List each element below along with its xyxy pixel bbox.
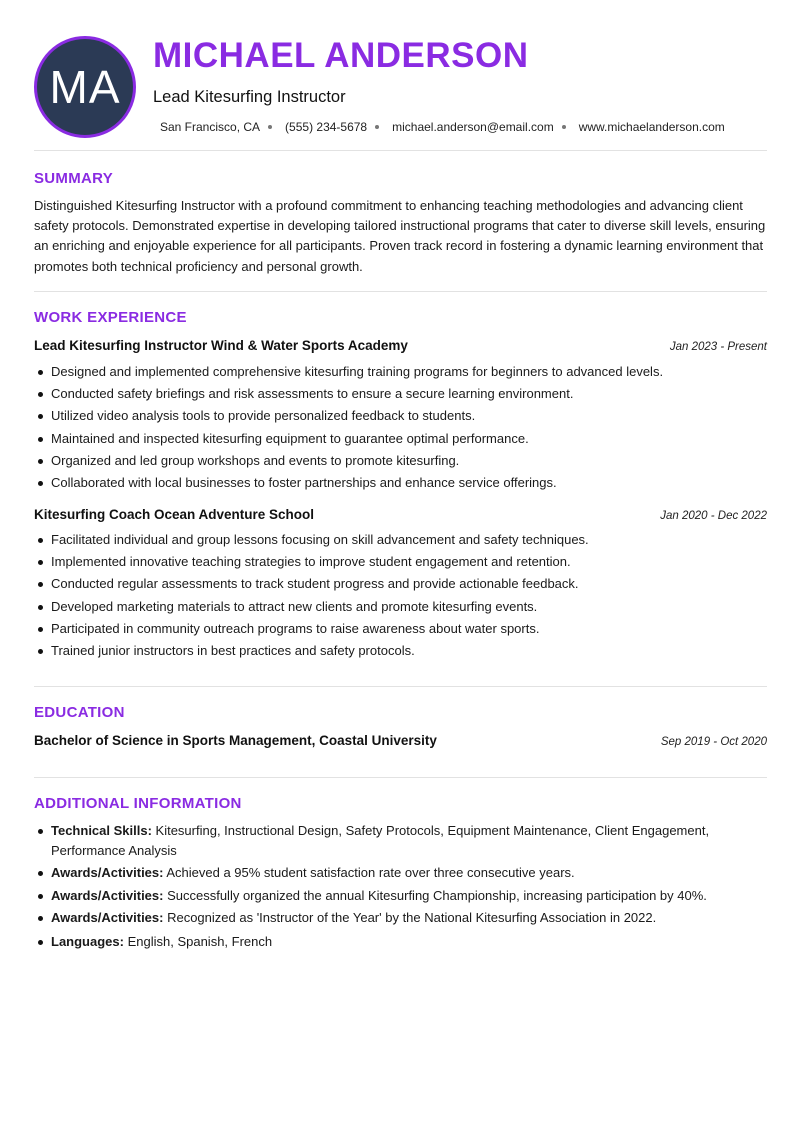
job-role: Kitesurfing Coach Ocean Adventure School: [34, 507, 315, 522]
item-label: Languages:: [51, 933, 124, 949]
divider: [34, 291, 767, 292]
list-item: Trained junior instructors in best practices and safety protocols.: [34, 640, 767, 662]
list-item: Implemented innovative teaching strategies to improve student engagement and retention.: [34, 551, 767, 573]
list-item: [34, 821, 767, 860]
summary-text: Distinguished Kitesurfing Instructor with a profound commitment to enhancing teaching methodologies and advancing client safety protocols. Demonstrated expertise in developing tailored instructional programs that cater to diverse skill levels, ensuring an enriching and enjoyable experience for all participants. Proven track record in fostering a dynamic learning environment that promotes both technical proficiency and personal growth.: [34, 198, 766, 274]
additional-list: [34, 821, 767, 954]
summary-heading: SUMMARY: [34, 170, 114, 187]
education-degree: Bachelor of Science in Sports Management, Coastal University: [34, 733, 437, 748]
list-item: Developed marketing materials to attract new clients and promote kitesurfing events.: [34, 596, 767, 618]
list-item: Collaborated with local businesses to foster partnerships and enhance service offerings.: [34, 472, 767, 494]
divider: [34, 777, 767, 778]
education-entry: [34, 733, 767, 748]
job-bullets: [34, 529, 767, 662]
additional-heading: ADDITIONAL INFORMATION: [34, 795, 242, 812]
item-label: Technical Skills:: [51, 823, 152, 838]
list-item: Utilized video analysis tools to provide personalized feedback to students.: [34, 405, 767, 427]
separator-dot: [268, 125, 272, 129]
job-date: Jan 2020 - Dec 2022: [660, 510, 767, 522]
list-item: [34, 886, 767, 906]
contact-bar: [160, 120, 725, 134]
list-item: Conducted regular assessments to track student progress and provide actionable feedback.: [34, 573, 767, 595]
item-label: Awards/Activities:: [51, 910, 164, 925]
job-bullets: [34, 361, 767, 494]
list-item: Conducted safety briefings and risk assessments to ensure a secure learning environment.: [34, 383, 767, 405]
separator-dot: [562, 125, 566, 129]
divider: [34, 150, 767, 151]
item-text: Recognized as 'Instructor of the Year' by the National Kitesurfing Association in 2022.: [163, 910, 657, 925]
list-item: [34, 932, 767, 952]
list-item: Facilitated individual and group lessons focusing on skill advancement and safety techniques.: [34, 529, 767, 551]
contact-location: San Francisco, CA: [160, 120, 261, 134]
education-date: Sep 2019 - Oct 2020: [660, 736, 767, 748]
item-text: Kitesurfing, Instructional Design, Safety Protocols, Equipment Maintenance, Client Engagement, Performance Analysis: [51, 823, 710, 858]
job-header: [34, 507, 767, 522]
education-heading: EDUCATION: [34, 704, 125, 721]
job-title: Lead Kitesurfing Instructor: [153, 88, 346, 106]
list-item: [34, 908, 767, 928]
item-label: Awards/Activities:: [51, 887, 164, 903]
avatar-initials: MA: [49, 61, 121, 113]
list-item: Maintained and inspected kitesurfing equipment to guarantee optimal performance.: [34, 428, 767, 450]
avatar: [34, 36, 136, 138]
job-date: Jan 2023 - Present: [669, 341, 767, 353]
contact-website[interactable]: www.michaelanderson.com: [578, 120, 725, 134]
job-header: [34, 338, 767, 353]
item-text: Achieved a 95% student satisfaction rate over three consecutive years.: [163, 865, 575, 880]
separator-dot: [375, 125, 379, 129]
list-item: Participated in community outreach programs to raise awareness about water sports.: [34, 618, 767, 640]
contact-phone: (555) 234-5678: [285, 120, 368, 134]
contact-email[interactable]: michael.anderson@email.com: [392, 120, 554, 134]
item-label: Awards/Activities:: [51, 865, 164, 880]
list-item: [34, 863, 767, 883]
list-item: Designed and implemented comprehensive kitesurfing training programs for beginners to advanced levels.: [34, 361, 767, 383]
item-text: English, Spanish, French: [123, 933, 273, 949]
item-text: Successfully organized the annual Kitesurfing Championship, increasing participation by 40%.: [163, 887, 707, 903]
list-item: Organized and led group workshops and events to promote kitesurfing.: [34, 450, 767, 472]
candidate-name: MICHAEL ANDERSON: [153, 36, 529, 75]
experience-heading: WORK EXPERIENCE: [34, 309, 187, 326]
job-role: Lead Kitesurfing Instructor Wind & Water Sports Academy: [34, 338, 408, 353]
divider: [34, 686, 767, 687]
